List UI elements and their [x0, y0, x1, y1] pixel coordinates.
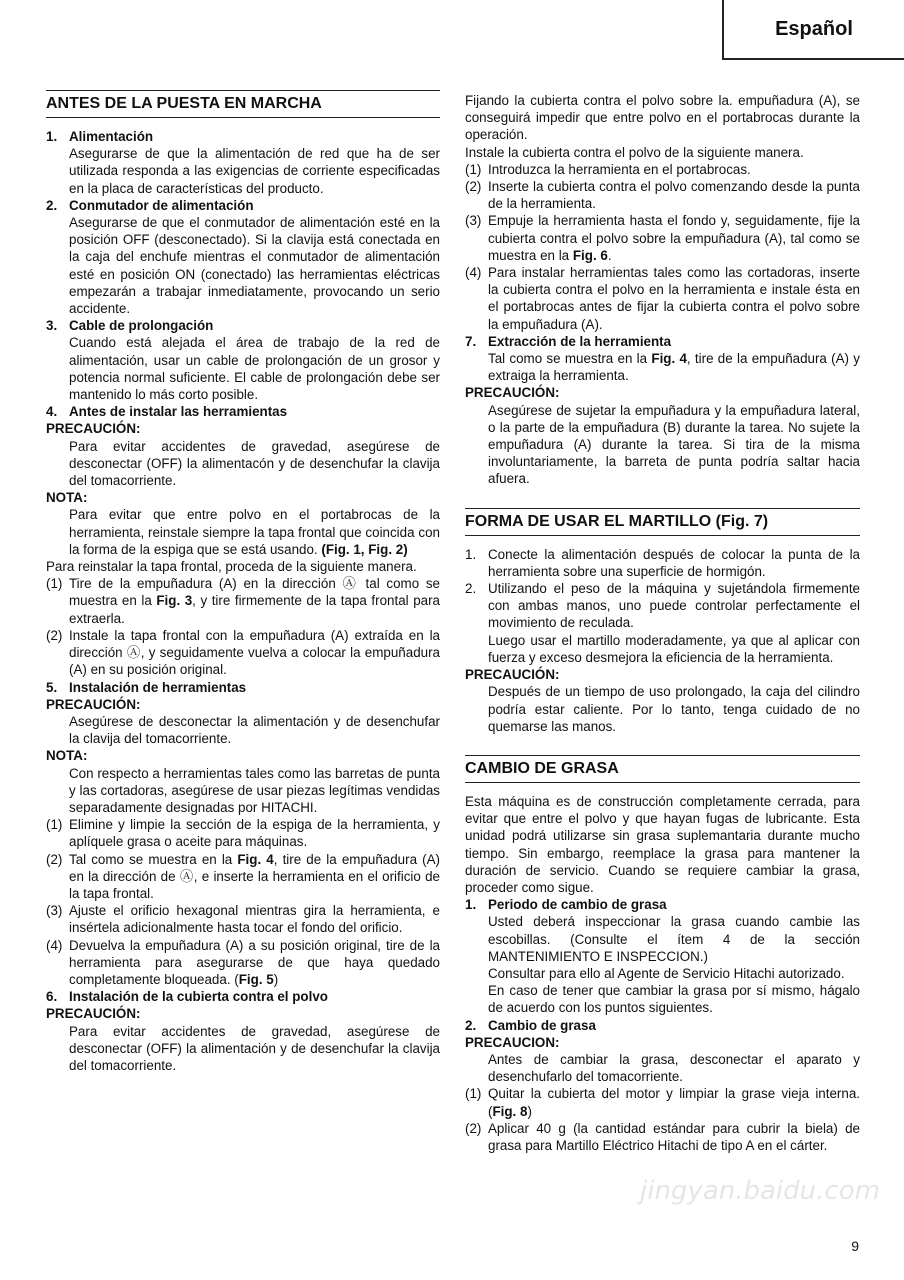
hammer-use-text: Luego usar el martillo moderadamente, ya que al aplicar con fuerza y exceso desmejora la eficiencia de la herramienta.	[488, 632, 860, 665]
list-item: (3) Empuje la herramienta hasta el fondo y, seguidamente, fije la cubierta contra el polvo sobre la empuñadura (A), tal como se muestra en la Fig. 6.	[465, 213, 860, 263]
list-item: 1. Conecte la alimentación después de colocar la punta de la herramienta sobre una superficie de hormigón.	[465, 546, 860, 579]
caution-text: Para evitar accidentes de gravedad, asegúrese de desconectar (OFF) la alimentacón y de desenchufar la clavija del tomacorriente.	[69, 438, 440, 489]
power-supply-text: Asegurarse de que la alimentación de red que ha de ser utilizada responda a las exigencias de corriente especificadas en la placa de características del producto.	[69, 146, 440, 196]
list-item: (1) Quitar la cubierta del motor y limpiar la grase vieja interna. (Fig. 8)	[465, 1086, 860, 1119]
caution-text: Asegúrese de sujetar la empuñadura y la empuñadura lateral, o la parte de la empuñadura (B) durante la tarea. No sujete la empuñadura (A) durante la tarea. Si tira de la misma involuntariamente, la barreta de punta podría saltar hacia afuera.	[488, 402, 860, 487]
caution-label: PRECAUCIÓN:	[46, 1006, 141, 1022]
front-cap-paragraph: Para reinstalar la tapa frontal, proceda de la siguiente manera.	[46, 559, 417, 575]
left-column	[46, 90, 440, 1074]
grease-period-text: Consultar para ello al Agente de Servicio Hitachi autorizado.	[488, 965, 845, 981]
page-number: 9	[851, 1238, 859, 1254]
caution-text: Para evitar accidentes de gravedad, asegúrese de desconectar (OFF) la alimentación y de desenchufar la clavija del tomacorriente.	[69, 1023, 440, 1073]
subsection-dust-cover: 6. Instalación de la cubierta contra el polvo	[46, 989, 328, 1005]
list-item: (3) Ajuste el orificio hexagonal mientras gira la herramienta, e insértela adicionalmente hasta tocar el fondo del orificio.	[46, 903, 440, 936]
caution-label: PRECAUCIÓN:	[46, 696, 141, 712]
caution-text: Asegúrese de desconectar la alimentación y de desenchufar la clavija del tomacorriente.	[69, 713, 440, 747]
subsection-extension-cord: 3. Cable de prolongación	[46, 318, 214, 334]
dust-cover-intro: Fijando la cubierta contra el polvo sobre la. empuñadura (A), se conseguirá impedir que entre polvo en el portabrocas durante la operación.	[465, 93, 860, 143]
caution-label: PRECAUCIÓN:	[465, 385, 560, 401]
grease-period-text: Usted deberá inspeccionar la grasa cuando cambie las escobillas. (Consulte el ítem 4 de la sección MANTENIMIENTO E INSPECCION.)	[488, 914, 860, 964]
grease-period-text: En caso de tener que cambiar la grasa por sí mismo, hágalo de acuerdo con los puntos siguientes.	[488, 983, 860, 1016]
power-switch-text: Asegurarse de que el conmutador de alimentación esté en la posición OFF (desconectado). Si la clavija está conectada en la caja del enchufe mientras el conmutador de alimentación esté en posición ON (conectado) las herramientas eléctricas empezarán a trabajar inmediatamente, provocando un serio accidente.	[69, 215, 440, 317]
note-text: Con respecto a herramientas tales como las barretas de punta y las cortadoras, asegúrese de usar piezas legítimas vendidas separadamente designadas por HITACHI.	[69, 765, 440, 815]
list-item: (4) Para instalar herramientas tales como las cortadoras, inserte la cubierta contra el polvo en la herramienta e instale ésta en el portabrocas antes de fijar la cubierta contra el polvo sobre la empuñadura (A).	[465, 265, 860, 332]
subsection-power-switch: 2. Conmutador de alimentación	[46, 197, 254, 213]
tool-removal-text: Tal como se muestra en la Fig. 4, tire de la empuñadura (A) y extraiga la herramienta.	[488, 351, 860, 384]
subsection-grease-change: 2. Cambio de grasa	[465, 1017, 596, 1033]
dust-cover-steps-intro: Instale la cubierta contra el polvo de la siguiente manera.	[465, 144, 804, 160]
subsection-before-installing: 4. Antes de instalar las herramientas	[46, 404, 288, 420]
section-heading-startup: ANTES DE LA PUESTA EN MARCHA	[46, 90, 440, 118]
list-item: 2. Utilizando el peso de la máquina y sujetándola firmemente con ambas manos, uno puede controlar perfectamente el movimiento de reculada.	[465, 581, 860, 631]
note-label: NOTA:	[46, 490, 88, 506]
caution-text: Antes de cambiar la grasa, desconectar el aparato y desenchufarlo del tomacorriente.	[488, 1051, 860, 1085]
watermark: jingyan.baidu.com	[640, 1176, 880, 1206]
list-item: (2) Tal como se muestra en la Fig. 4, tire de la empuñadura (A) en la dirección de Ⓐ, e inserte la herramienta en el orificio de la tapa frontal.	[46, 851, 440, 901]
subsection-power-supply: 1. Alimentación	[46, 129, 154, 144]
extension-cord-text: Cuando está alejada el área de trabajo de la red de alimentación, usar un cable de prolongación de un grosor y potencia normal suficiente. El cable de prolongación debe ser mantenido lo más corto posible.	[69, 335, 440, 403]
subsection-tool-installation: 5. Instalación de herramientas	[46, 679, 247, 695]
list-item: (2) Instale la tapa frontal con la empuñadura (A) extraída en la dirección Ⓐ, y seguidamente vuelva a colocar la empuñadura (A) en su posición original.	[46, 627, 440, 678]
list-item: (2) Aplicar 40 g (la cantidad estándar para cubrir la biela) de grasa para Martillo Eléctrico Hitachi de tipo A en el cárter.	[465, 1120, 860, 1153]
subsection-tool-removal: 7. Extracción de la herramienta	[465, 333, 672, 349]
subsection-grease-period: 1. Periodo de cambio de grasa	[465, 897, 667, 913]
list-item: (2) Inserte la cubierta contra el polvo comenzando desde la punta de la herramienta.	[465, 179, 860, 212]
list-item: (1) Elimine y limpie la sección de la espiga de la herramienta, y aplíquele grasa o aceite para máquinas.	[46, 817, 440, 850]
note-text: Para evitar que entre polvo en el portabrocas de la herramienta, reinstale siempre la tapa frontal que coincida con la forma de la espiga que se está usando. (Fig. 1, Fig. 2)	[69, 507, 440, 557]
language-label: Español	[775, 17, 853, 40]
grease-intro: Esta máquina es de construcción completamente cerrada, para evitar que entre el polvo y que hayan fugas de lubricante. Esta unidad podrá utilizarse sin grasa suplemantaria durante mucho tiempo. Sin embargo, reemplace la grasa para mantener la duración de servicio. Cuando se requiere cambiar la grasa, proceder como sigue.	[465, 793, 860, 895]
caution-label: PRECAUCIÓN:	[465, 667, 560, 683]
right-column	[465, 92, 860, 1154]
list-item: (4) Devuelva la empuñadura (A) a su posición original, tire de la herramienta para asegurarse de que haya quedado completamente bloqueada. (Fig. 5)	[46, 937, 440, 987]
list-item: (1) Introduzca la herramienta en el portabrocas.	[465, 161, 751, 177]
caution-label: PRECAUCION:	[465, 1034, 560, 1050]
note-label: NOTA:	[46, 748, 88, 764]
list-item: (1) Tire de la empuñadura (A) en la dirección Ⓐ tal como se muestra en la Fig. 3, y tire firmemente de la tapa frontal para extraerla.	[46, 576, 440, 626]
section-heading-hammer-use: FORMA DE USAR EL MARTILLO (Fig. 7)	[465, 508, 860, 536]
caution-label: PRECAUCIÓN:	[46, 421, 141, 437]
section-heading-grease-change: CAMBIO DE GRASA	[465, 755, 860, 783]
language-tab	[722, 0, 904, 60]
caution-text: Después de un tiempo de uso prolongado, la caja del cilindro podría estar caliente. Por lo tanto, tenga cuidado de no quemarse las manos.	[488, 684, 860, 734]
